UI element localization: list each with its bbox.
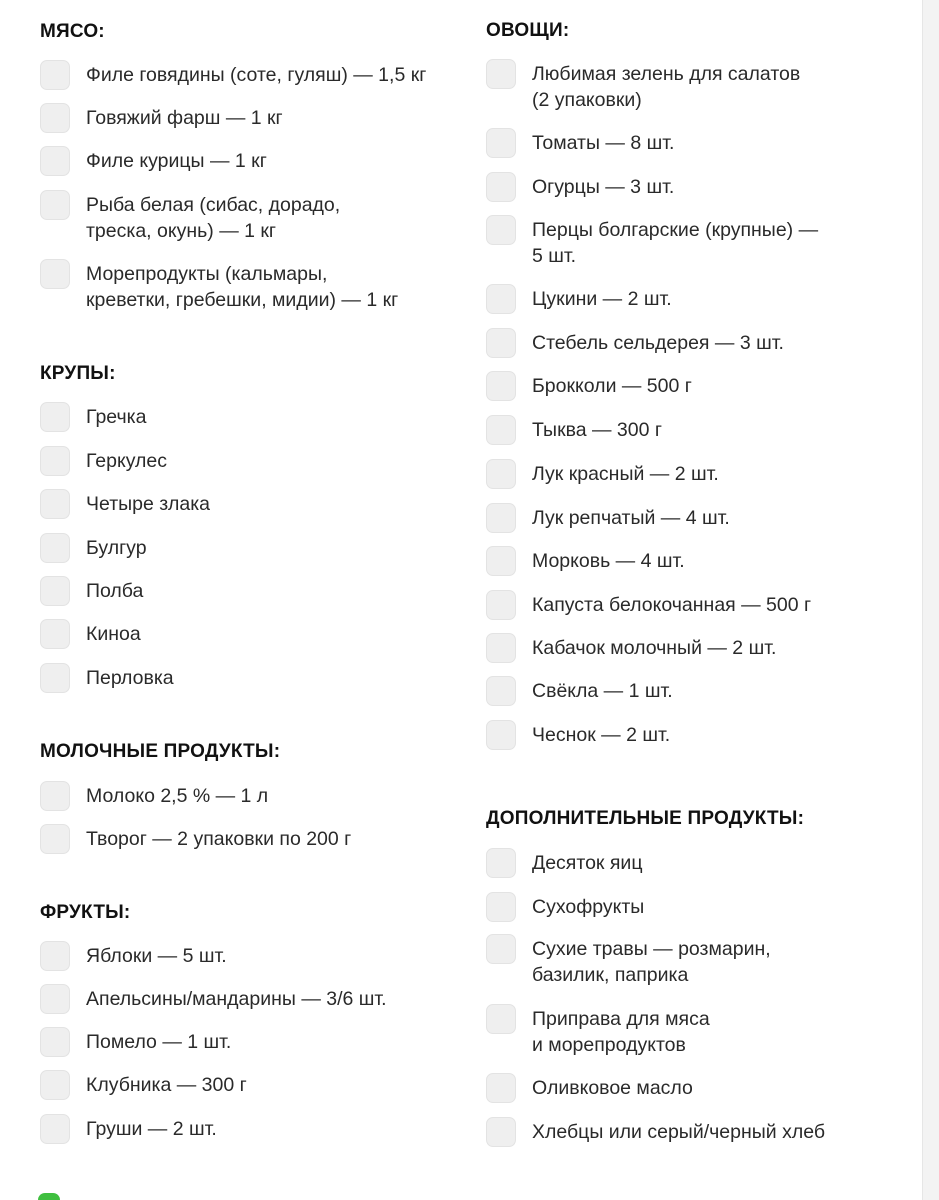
section-vegetables — [486, 19, 886, 746]
checkbox[interactable] — [40, 402, 70, 432]
checkbox[interactable] — [40, 146, 70, 176]
checkbox[interactable] — [486, 59, 516, 89]
list-item[interactable] — [40, 1072, 460, 1100]
list-item[interactable] — [40, 404, 460, 432]
list-item[interactable] — [486, 330, 886, 358]
checkbox[interactable] — [486, 676, 516, 706]
item-label: Лук репчатый — 4 шт. — [532, 507, 730, 529]
list-item[interactable] — [40, 621, 460, 649]
list-item[interactable] — [486, 1119, 886, 1147]
checkbox[interactable] — [486, 546, 516, 576]
item-label: Творог — 2 упаковки по 200 г — [86, 828, 352, 850]
item-label: Геркулес — [86, 450, 167, 472]
list-item[interactable] — [40, 665, 460, 693]
item-label: Филе курицы — 1 кг — [86, 150, 267, 172]
item-label: Клубника — 300 г — [86, 1074, 247, 1096]
checkbox[interactable] — [40, 619, 70, 649]
item-label: Капуста белокочанная — 500 г — [532, 594, 812, 616]
list-item[interactable] — [486, 174, 886, 202]
item-label: Морковь — 4 шт. — [532, 550, 685, 572]
list-item[interactable] — [486, 850, 886, 878]
item-label: Апельсины/мандарины — 3/6 шт. — [86, 988, 387, 1010]
checkbox[interactable] — [486, 371, 516, 401]
item-label: Перловка — [86, 667, 174, 689]
list-item[interactable] — [40, 986, 460, 1014]
item-label: Хлебцы или серый/черный хлеб — [532, 1121, 825, 1143]
list-item[interactable] — [486, 678, 886, 706]
checkbox[interactable] — [40, 941, 70, 971]
section-dairy — [40, 740, 460, 850]
checkbox[interactable] — [486, 892, 516, 922]
checkbox[interactable] — [40, 781, 70, 811]
list-item[interactable] — [486, 217, 886, 269]
list-item[interactable] — [486, 894, 886, 922]
list-item[interactable] — [486, 417, 886, 445]
list-item[interactable] — [40, 62, 460, 90]
item-label: Груши — 2 шт. — [86, 1118, 217, 1140]
checkbox[interactable] — [486, 128, 516, 158]
checkbox[interactable] — [486, 720, 516, 750]
list-item[interactable] — [486, 505, 886, 533]
green-accent-mark — [38, 1193, 60, 1200]
list-item[interactable] — [40, 1029, 460, 1057]
item-label: Перцы болгарские (крупные) — 5 шт. — [532, 219, 819, 267]
section-grains — [40, 362, 460, 689]
item-label: Яблоки — 5 шт. — [86, 945, 227, 967]
checkbox[interactable] — [486, 848, 516, 878]
list-item[interactable] — [486, 592, 886, 620]
item-label: Приправа для мяса и морепродуктов — [532, 1008, 710, 1056]
list-item[interactable] — [40, 105, 460, 133]
list-item[interactable] — [486, 373, 886, 401]
checkbox[interactable] — [486, 1073, 516, 1103]
list-item[interactable] — [486, 548, 886, 576]
item-label: Огурцы — 3 шт. — [532, 176, 675, 198]
list-item[interactable] — [486, 635, 886, 663]
item-label: Киноа — [86, 623, 141, 645]
list-item[interactable] — [40, 148, 460, 176]
checkbox[interactable] — [486, 459, 516, 489]
item-label: Помело — 1 шт. — [86, 1031, 232, 1053]
checkbox[interactable] — [40, 1070, 70, 1100]
item-label: Свёкла — 1 шт. — [532, 680, 673, 702]
item-label: Оливковое масло — [532, 1077, 693, 1099]
page-edge — [922, 0, 939, 1200]
checkbox[interactable] — [486, 590, 516, 620]
list-item[interactable] — [40, 261, 460, 313]
item-label: Молоко 2,5 % — 1 л — [86, 785, 269, 807]
checkbox[interactable] — [40, 489, 70, 519]
list-item[interactable] — [40, 448, 460, 476]
section-title-grains: КРУПЫ: — [40, 363, 116, 384]
checkbox[interactable] — [486, 1004, 516, 1034]
list-item[interactable] — [486, 722, 886, 750]
item-label: Четыре злака — [86, 493, 210, 515]
item-label: Морепродукты (кальмары, креветки, гребешки, мидии) — 1 кг — [86, 263, 399, 311]
section-title-dairy: МОЛОЧНЫЕ ПРОДУКТЫ: — [40, 741, 281, 762]
list-item[interactable] — [486, 1075, 886, 1103]
checkbox[interactable] — [40, 446, 70, 476]
item-label: Кабачок молочный — 2 шт. — [532, 637, 777, 659]
section-title-vegetables: ОВОЩИ: — [486, 20, 570, 41]
section-meat — [40, 20, 460, 311]
item-label: Говяжий фарш — 1 кг — [86, 107, 283, 129]
list-item[interactable] — [40, 578, 460, 606]
item-label: Томаты — 8 шт. — [532, 132, 675, 154]
list-item[interactable] — [40, 826, 460, 854]
item-label: Тыква — 300 г — [532, 419, 662, 441]
item-label: Любимая зелень для салатов (2 упаковки) — [532, 63, 801, 111]
section-title-fruits: ФРУКТЫ: — [40, 902, 131, 923]
list-item[interactable] — [486, 286, 886, 314]
list-item[interactable] — [486, 461, 886, 489]
checkbox[interactable] — [40, 576, 70, 606]
checkbox[interactable] — [40, 60, 70, 90]
list-item[interactable] — [486, 130, 886, 158]
item-label: Лук красный — 2 шт. — [532, 463, 719, 485]
checkbox[interactable] — [486, 215, 516, 245]
item-label: Сухие травы — розмарин, базилик, паприка — [532, 938, 771, 986]
checkbox[interactable] — [40, 103, 70, 133]
section-title-meat: МЯСО: — [40, 21, 105, 42]
checkbox[interactable] — [40, 663, 70, 693]
list-item[interactable] — [486, 1006, 886, 1058]
section-fruits — [40, 901, 460, 1140]
item-label: Гречка — [86, 406, 147, 428]
list-item[interactable] — [40, 783, 460, 811]
section-additional — [486, 807, 886, 1143]
item-label: Сухофрукты — [532, 896, 645, 918]
list-item[interactable] — [486, 936, 886, 988]
item-label: Полба — [86, 580, 144, 602]
list-item[interactable] — [40, 1116, 460, 1144]
checkbox[interactable] — [40, 1114, 70, 1144]
item-label: Чеснок — 2 шт. — [532, 724, 671, 746]
checkbox[interactable] — [486, 328, 516, 358]
item-label: Десяток яиц — [532, 852, 643, 874]
item-label: Булгур — [86, 537, 147, 559]
item-label: Брокколи — 500 г — [532, 375, 692, 397]
checkbox[interactable] — [40, 984, 70, 1014]
checkbox[interactable] — [486, 1117, 516, 1147]
item-label: Филе говядины (соте, гуляш) — 1,5 кг — [86, 64, 427, 86]
list-item[interactable] — [40, 192, 460, 244]
item-label: Рыба белая (сибас, дорадо, треска, окунь) — 1 кг — [86, 194, 341, 242]
checkbox[interactable] — [40, 533, 70, 563]
section-title-additional: ДОПОЛНИТЕЛЬНЫЕ ПРОДУКТЫ: — [486, 808, 805, 829]
checkbox[interactable] — [40, 190, 70, 220]
list-item[interactable] — [40, 535, 460, 563]
checkbox[interactable] — [40, 1027, 70, 1057]
list-item[interactable] — [486, 61, 886, 113]
checkbox[interactable] — [486, 633, 516, 663]
checkbox[interactable] — [40, 824, 70, 854]
list-item[interactable] — [40, 943, 460, 971]
item-label: Цукини — 2 шт. — [532, 288, 672, 310]
list-item[interactable] — [40, 491, 460, 519]
item-label: Стебель сельдерея — 3 шт. — [532, 332, 784, 354]
checkbox[interactable] — [486, 284, 516, 314]
checkbox[interactable] — [40, 259, 70, 289]
checkbox[interactable] — [486, 503, 516, 533]
checkbox[interactable] — [486, 934, 516, 964]
checkbox[interactable] — [486, 172, 516, 202]
checkbox[interactable] — [486, 415, 516, 445]
